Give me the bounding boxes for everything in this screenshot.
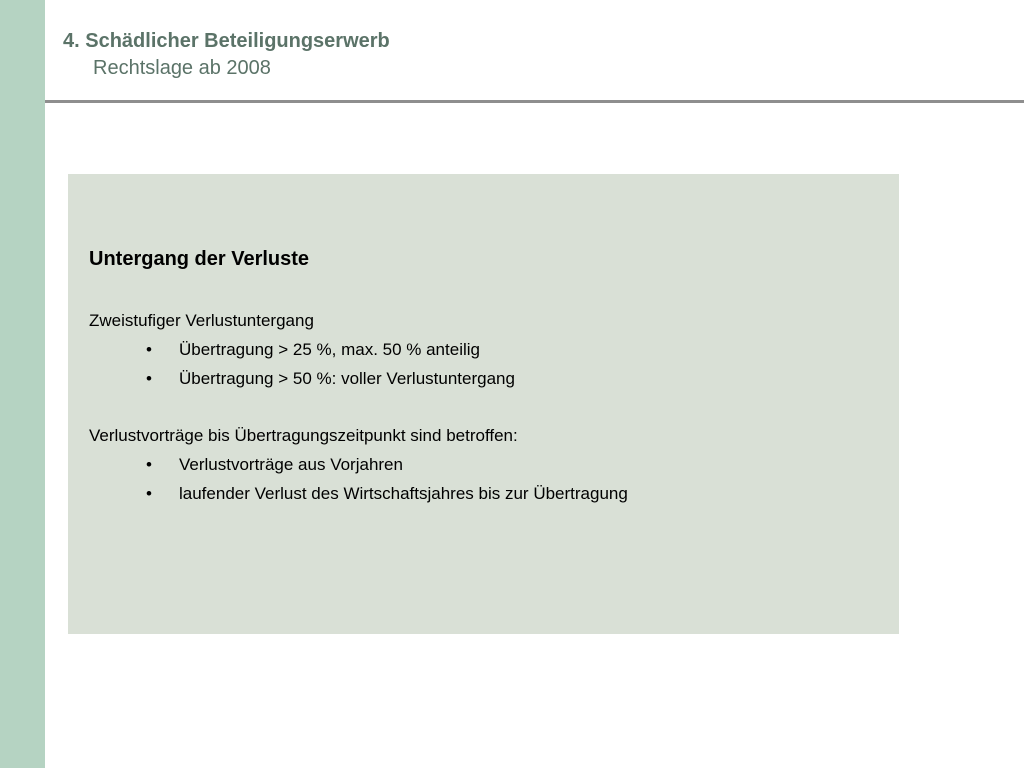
- slide-subtitle: Rechtslage ab 2008: [93, 57, 271, 79]
- section2-intro: Verlustvorträge bis Übertragungszeitpunkt sind betroffen:: [89, 426, 518, 445]
- slide-title: 4. Schädlicher Beteiligungserwerb: [63, 30, 390, 52]
- bullet-item: [146, 455, 403, 475]
- section1-intro: Zweistufiger Verlustuntergang: [89, 311, 314, 330]
- bullet-dot: •: [146, 369, 152, 388]
- bullet-text: Übertragung > 50 %: voller Verlustuntergang: [179, 369, 515, 388]
- bullet-item: [146, 369, 515, 389]
- header-divider: [45, 100, 1024, 103]
- content-heading: Untergang der Verluste: [89, 248, 310, 270]
- bullet-text: Verlustvorträge aus Vorjahren: [179, 455, 403, 474]
- content-box: [68, 174, 899, 634]
- bullet-text: laufender Verlust des Wirtschaftsjahres bis zur Übertragung: [179, 484, 628, 503]
- bullet-dot: •: [146, 455, 152, 474]
- bullet-item: [146, 484, 628, 504]
- bullet-item: [146, 340, 480, 360]
- bullet-dot: •: [146, 484, 152, 503]
- left-accent-bar: [0, 0, 45, 768]
- bullet-text: Übertragung > 25 %, max. 50 % anteilig: [179, 340, 480, 359]
- bullet-dot: •: [146, 340, 152, 359]
